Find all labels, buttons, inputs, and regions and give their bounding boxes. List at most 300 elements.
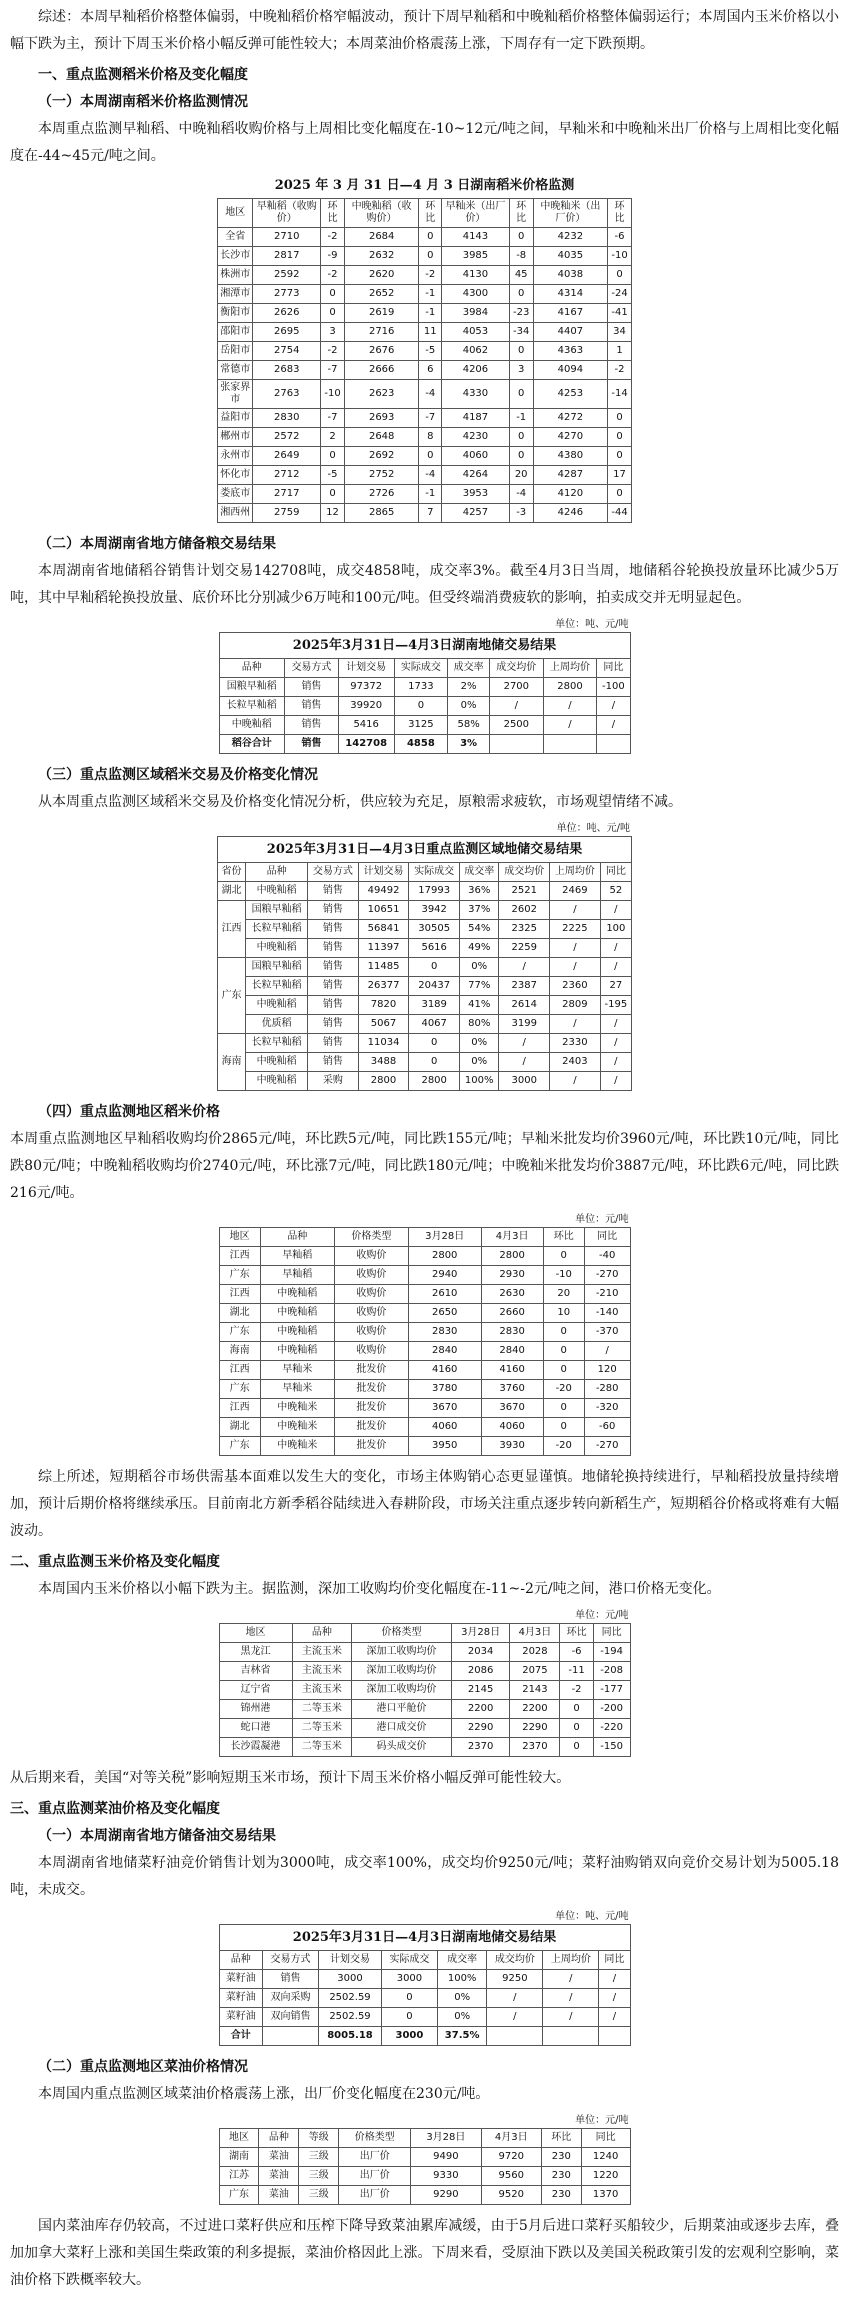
table-cell: 0: [560, 1719, 593, 1738]
table-row: [219, 1643, 630, 1662]
province-cell: 江西: [218, 901, 246, 958]
table-cell: 收购价: [334, 1247, 408, 1266]
table-cell: 1240: [581, 2148, 630, 2167]
table-cell: /: [543, 697, 597, 716]
table-cell: -270: [584, 1437, 630, 1456]
table-cell: 常德市: [218, 361, 253, 380]
table-cell: 4062: [442, 342, 510, 361]
column-header: 交易方式: [308, 863, 359, 882]
table-cell: 2752: [344, 466, 418, 485]
table-cell: 5616: [409, 939, 460, 958]
table-cell: 4060: [408, 1418, 481, 1437]
table-cell: 2666: [344, 361, 418, 380]
table-cell: [597, 735, 630, 754]
table-row: [218, 901, 632, 920]
table-cell: 采购: [308, 1072, 359, 1091]
table-row: [218, 977, 632, 996]
table-cell: 2630: [481, 1285, 543, 1304]
table-cell: 4380: [533, 447, 607, 466]
table-cell: 2360: [550, 977, 601, 996]
table-cell: 中晚籼稻: [246, 1053, 308, 1072]
section-1-2-title: （二）本周湖南省地方储备粮交易结果: [38, 536, 276, 552]
column-header: 品种: [292, 1624, 352, 1643]
column-header: 上周均价: [543, 659, 597, 678]
table-cell: 2075: [510, 1662, 560, 1681]
table-cell: 0: [419, 447, 442, 466]
table-cell: 收购价: [334, 1266, 408, 1285]
table-cell: 批发价: [334, 1380, 408, 1399]
table-cell: 销售: [308, 996, 359, 1015]
table-cell: 中晚籼稻: [246, 882, 308, 901]
table-cell: 衡阳市: [218, 304, 253, 323]
table-header-row: [219, 1951, 630, 1970]
column-header: 环比: [321, 199, 345, 228]
table-cell: 4363: [533, 342, 607, 361]
table-cell: 0: [608, 409, 632, 428]
column-header: 交易方式: [263, 1951, 319, 1970]
table-cell: 销售: [308, 977, 359, 996]
table-cell: 9720: [481, 2148, 541, 2167]
table-cell: 0: [543, 1418, 584, 1437]
table-cell: 2623: [344, 380, 418, 409]
table-cell: 9330: [411, 2167, 481, 2186]
table-row: [218, 304, 632, 323]
table-cell: 20: [509, 466, 533, 485]
table-header-row: [218, 863, 632, 882]
table-row: [218, 939, 632, 958]
column-header: 4月3日: [481, 2129, 541, 2148]
table-cell: 2865: [344, 504, 418, 523]
section-3-2-title: （二）重点监测地区菜油价格情况: [38, 2059, 248, 2075]
table-row: [219, 1247, 630, 1266]
table-cell: /: [600, 958, 631, 977]
table-cell: 11485: [358, 958, 409, 977]
table-row: [218, 285, 632, 304]
table-row: [219, 2167, 630, 2186]
table-cell: 58%: [448, 716, 490, 735]
table-cell: 2717: [253, 485, 321, 504]
table-cell: 39920: [338, 697, 394, 716]
table-cell: 3000: [319, 1970, 382, 1989]
table-cell: -41: [608, 304, 632, 323]
table-cell: 益阳市: [218, 409, 253, 428]
table-cell: 批发价: [334, 1418, 408, 1437]
table-cell: 出厂价: [339, 2186, 411, 2205]
column-header: 中晚籼米（出厂价）: [533, 199, 607, 228]
table-row: [219, 1266, 630, 1285]
table-cell: 4120: [533, 485, 607, 504]
table-cell: /: [599, 1970, 630, 1989]
hunan-reserve-grain-table-wrap: [219, 618, 631, 754]
table-row: [219, 1304, 630, 1323]
table-cell: 34: [608, 323, 632, 342]
column-header: 环比: [608, 199, 632, 228]
table-cell: 广东: [219, 1323, 260, 1342]
column-header: 计划交易: [358, 863, 409, 882]
table-cell: -140: [584, 1304, 630, 1323]
table-cell: 湘潭市: [218, 285, 253, 304]
table-cell: 0: [608, 266, 632, 285]
table-cell: -195: [600, 996, 631, 1015]
table-row: [218, 996, 632, 1015]
table-cell: /: [499, 1034, 550, 1053]
table-cell: 1220: [581, 2167, 630, 2186]
table-cell: 菜油: [259, 2167, 299, 2186]
table-cell: /: [600, 1015, 631, 1034]
table-cell: 中晚籼稻: [260, 1342, 334, 1361]
column-header: 实际成交: [394, 659, 448, 678]
table-cell: [543, 735, 597, 754]
table-cell: 2800: [408, 1247, 481, 1266]
table-cell: 0: [321, 447, 345, 466]
table-cell: 230: [541, 2186, 581, 2205]
table-cell: 娄底市: [218, 485, 253, 504]
table-cell: 3199: [499, 1015, 550, 1034]
table-cell: 2649: [253, 447, 321, 466]
column-header: 品种: [260, 1228, 334, 1247]
column-header: 成交率: [460, 863, 499, 882]
table-unit-label: 单位：吨、元/吨: [555, 1911, 629, 1922]
table-cell: 二等玉米: [292, 1738, 352, 1757]
table-cell: 17993: [409, 882, 460, 901]
table-cell: 4230: [442, 428, 510, 447]
table-cell: /: [550, 958, 601, 977]
section-1-3-paragraph: 从本周重点监测区域稻米交易及价格变化情况分析，供应较为充足，原粮需求疲软，市场观望情绪不减。: [38, 794, 682, 810]
table-cell: 出厂价: [339, 2167, 411, 2186]
table-cell: -1: [419, 304, 442, 323]
table-cell: 4035: [533, 247, 607, 266]
table-cell: 4060: [481, 1418, 543, 1437]
table-cell: 全省: [218, 228, 253, 247]
table-cell: 9290: [411, 2186, 481, 2205]
oil-reserve-table: [219, 1924, 631, 2046]
table-cell: 销售: [308, 1034, 359, 1053]
section-3-2-paragraph: 本周国内重点监测区域菜油价格震荡上涨，出厂价变化幅度在230元/吨。: [38, 2086, 490, 2102]
table-unit-label: 单位：吨、元/吨: [555, 619, 629, 630]
table-row: [218, 1072, 632, 1091]
table-cell: [263, 2027, 319, 2046]
table-cell: 邵阳市: [218, 323, 253, 342]
table-cell: 2330: [550, 1034, 601, 1053]
table-cell: 湘西州: [218, 504, 253, 523]
table-row: [218, 504, 632, 523]
table-cell: 4060: [442, 447, 510, 466]
table-cell: 2403: [550, 1053, 601, 1072]
table-cell: 0: [509, 428, 533, 447]
table-cell: 9490: [411, 2148, 481, 2167]
table-cell: 2660: [481, 1304, 543, 1323]
table-cell: 45: [509, 266, 533, 285]
table-cell: 2652: [344, 285, 418, 304]
table-cell: 0: [509, 285, 533, 304]
table-row: [219, 1437, 630, 1456]
table-cell: 中晚籼稻: [260, 1285, 334, 1304]
table-cell: 长粒早籼稻: [219, 697, 285, 716]
table-row: [218, 1053, 632, 1072]
table-cell: /: [550, 939, 601, 958]
table-cell: 0: [608, 485, 632, 504]
table-cell: 2650: [408, 1304, 481, 1323]
table-cell: 4858: [394, 735, 448, 754]
table-cell: 销售: [308, 1053, 359, 1072]
table-cell: 0: [560, 1738, 593, 1757]
table-cell: 4264: [442, 466, 510, 485]
table-cell: 3488: [358, 1053, 409, 1072]
table-cell: 2619: [344, 304, 418, 323]
table-cell: 3%: [448, 735, 490, 754]
table-row: [219, 2008, 630, 2027]
table-cell: 4246: [533, 504, 607, 523]
table-cell: -20: [543, 1437, 584, 1456]
table-cell: -2: [321, 228, 345, 247]
table-cell: 销售: [308, 958, 359, 977]
table-cell: 3985: [442, 247, 510, 266]
column-header: 计划交易: [338, 659, 394, 678]
table-row: [218, 1015, 632, 1034]
table-cell: 2259: [499, 939, 550, 958]
province-cell: 海南: [218, 1034, 246, 1091]
table-cell: 2830: [408, 1323, 481, 1342]
column-header: 地区: [219, 1228, 260, 1247]
table-cell: -4: [419, 380, 442, 409]
table-cell: -5: [321, 466, 345, 485]
table-cell: -10: [321, 380, 345, 409]
table-cell: 2710: [253, 228, 321, 247]
table-cell: -34: [509, 323, 533, 342]
table-cell: /: [499, 1053, 550, 1072]
table-cell: 双向销售: [263, 2008, 319, 2027]
table-cell: 30505: [409, 920, 460, 939]
table-cell: /: [597, 697, 630, 716]
table-cell: /: [597, 716, 630, 735]
table-row: [218, 485, 632, 504]
table-cell: 广东: [219, 1380, 260, 1399]
table-cell: 2225: [550, 920, 601, 939]
table-cell: -24: [608, 285, 632, 304]
table-cell: 2502.59: [319, 2008, 382, 2027]
table-cell: 77%: [460, 977, 499, 996]
table-cell: 2693: [344, 409, 418, 428]
column-header: 等级: [299, 2129, 339, 2148]
table-row: [219, 697, 630, 716]
column-header: 早籼米（出厂价）: [442, 199, 510, 228]
table-cell: 深加工收购均价: [352, 1681, 452, 1700]
column-header: 实际成交: [381, 1951, 437, 1970]
table-cell: 10651: [358, 901, 409, 920]
table-cell: 2145: [451, 1681, 510, 1700]
table-cell: 菜油: [259, 2186, 299, 2205]
table-cell: 4253: [533, 380, 607, 409]
table-cell: 2370: [451, 1738, 510, 1757]
table-cell: 4330: [442, 380, 510, 409]
table-cell: 0: [321, 304, 345, 323]
table-cell: 深加工收购均价: [352, 1662, 452, 1681]
table-cell: 张家界市: [218, 380, 253, 409]
table-cell: -14: [608, 380, 632, 409]
table-cell: 7: [419, 504, 442, 523]
column-header: 同比: [584, 1228, 630, 1247]
column-header: 成交均价: [499, 863, 550, 882]
table-cell: 3000: [499, 1072, 550, 1091]
table-cell: -1: [419, 485, 442, 504]
table-cell: -2: [321, 266, 345, 285]
column-header: 品种: [246, 863, 308, 882]
table-cell: 2800: [409, 1072, 460, 1091]
table-cell: 5416: [338, 716, 394, 735]
table-cell: 辽宁省: [219, 1681, 292, 1700]
table-unit-label: 单位：元/吨: [575, 1214, 629, 1225]
table-cell: 2712: [253, 466, 321, 485]
table-cell: 吉林省: [219, 1662, 292, 1681]
column-header: 品种: [219, 1951, 263, 1970]
table-cell: /: [487, 1989, 543, 2008]
section-1-4-conclusion: 综上所述，短期稻谷市场供需基本面难以发生大的变化，市场主体购销心态更显谨慎。地储轮换持续进行，早籼稻投放量持续增加，预计后期价格将继续承压。目前南北方新季稻谷陆续进入春耕阶段，市场关注重点逐步转向新稻生产，短期稻谷价格或将难有大幅波动。: [10, 1469, 839, 1539]
table-cell: /: [600, 1053, 631, 1072]
table-cell: 批发价: [334, 1437, 408, 1456]
table-cell: 黑龙江: [219, 1643, 292, 1662]
table-cell: 江苏: [219, 2167, 259, 2186]
table-cell: 2143: [510, 1681, 560, 1700]
table-cell: 2086: [451, 1662, 510, 1681]
table-cell: -2: [560, 1681, 593, 1700]
table-cell: 4287: [533, 466, 607, 485]
table-cell: 11397: [358, 939, 409, 958]
table-cell: 11034: [358, 1034, 409, 1053]
table-row: [218, 466, 632, 485]
table-cell: -10: [608, 247, 632, 266]
section-2-paragraph: 本周国内玉米价格以小幅下跌为主。据监测，深加工收购均价变化幅度在-11~-2元/吨之间，港口价格无变化。: [38, 1581, 721, 1597]
table-cell: 2648: [344, 428, 418, 447]
table-cell: 2759: [253, 504, 321, 523]
column-header: 4月3日: [510, 1624, 560, 1643]
table-row: [219, 2027, 630, 2046]
table-cell: 销售: [308, 1015, 359, 1034]
column-header: 交易方式: [285, 659, 339, 678]
table-cell: 2830: [481, 1323, 543, 1342]
table-cell: 江西: [219, 1361, 260, 1380]
table-cell: 10: [543, 1304, 584, 1323]
table-cell: 2763: [253, 380, 321, 409]
table-cell: 2626: [253, 304, 321, 323]
table-cell: 国粮早籼稻: [246, 958, 308, 977]
column-header: 地区: [218, 199, 253, 228]
table-cell: 4232: [533, 228, 607, 247]
table-cell: 江西: [219, 1285, 260, 1304]
table-cell: 2610: [408, 1285, 481, 1304]
table-cell: 长粒早籼稻: [246, 977, 308, 996]
table-row: [218, 409, 632, 428]
table-cell: 中晚籼稻: [246, 1072, 308, 1091]
table-row: [218, 428, 632, 447]
table-cell: 长沙市: [218, 247, 253, 266]
table-row: [218, 380, 632, 409]
table-cell: 2592: [253, 266, 321, 285]
table-cell: 码头成交价: [352, 1738, 452, 1757]
table-cell: -4: [509, 485, 533, 504]
table-cell: /: [584, 1342, 630, 1361]
table-cell: 三级: [299, 2167, 339, 2186]
table-cell: -60: [584, 1418, 630, 1437]
table-cell: /: [600, 1034, 631, 1053]
column-header: 同比: [600, 863, 631, 882]
table-cell: 2602: [499, 901, 550, 920]
table-cell: -320: [584, 1399, 630, 1418]
table-cell: 4053: [442, 323, 510, 342]
table-cell: 37.5%: [437, 2027, 486, 2046]
hunan-reserve-grain-table-title: 2025年3月31日—4月3日湖南地储交易结果: [219, 633, 630, 659]
table-cell: 9560: [481, 2167, 541, 2186]
table-row: [219, 1681, 630, 1700]
table-cell: 菜籽油: [219, 2008, 263, 2027]
column-header: 中晚籼稻（收购价）: [344, 199, 418, 228]
table-cell: /: [600, 901, 631, 920]
table-cell: 26377: [358, 977, 409, 996]
table-cell: 2683: [253, 361, 321, 380]
table-cell: 三级: [299, 2186, 339, 2205]
table-cell: 54%: [460, 920, 499, 939]
column-header: 同比: [599, 1951, 630, 1970]
table-cell: 3942: [409, 901, 460, 920]
table-cell: 0: [409, 1034, 460, 1053]
table-cell: 中晚籼米: [260, 1399, 334, 1418]
table-row: [218, 266, 632, 285]
rice-price-table: [217, 198, 632, 523]
table-cell: 97372: [338, 678, 394, 697]
table-cell: 2290: [510, 1719, 560, 1738]
table-cell: 17: [608, 466, 632, 485]
table-cell: 港口平舱价: [352, 1700, 452, 1719]
table-cell: 2840: [408, 1342, 481, 1361]
table-cell: 0%: [460, 1034, 499, 1053]
table-cell: -1: [419, 285, 442, 304]
table-cell: 2632: [344, 247, 418, 266]
table-cell: -44: [608, 504, 632, 523]
table-cell: -4: [419, 466, 442, 485]
table-cell: 江西: [219, 1247, 260, 1266]
table-cell: 2809: [550, 996, 601, 1015]
table-row: [219, 1989, 630, 2008]
table-cell: 0: [509, 342, 533, 361]
table-cell: 3953: [442, 485, 510, 504]
table-cell: -3: [509, 504, 533, 523]
table-cell: 4130: [442, 266, 510, 285]
table-row: [219, 735, 630, 754]
table-cell: 11: [419, 323, 442, 342]
table-cell: 12: [321, 504, 345, 523]
table-row: [219, 1323, 630, 1342]
table-cell: 2726: [344, 485, 418, 504]
rice-region-price-table: [219, 1227, 631, 1456]
section-1-4-paragraph: 本周重点监测地区早籼稻收购均价2865元/吨，环比跌5元/吨，同比跌155元/吨；早籼米批发均价3960元/吨，环比跌10元/吨，同比跌80元/吨；中晚籼稻收购均价2740元/吨，环比涨7元/吨，同比跌180元/吨；中晚籼米批发均价3887元/吨，环比跌6元/吨，同比跌216元/吨。: [10, 1131, 839, 1201]
table-cell: 合计: [219, 2027, 263, 2046]
table-cell: 49%: [460, 939, 499, 958]
table-cell: 2325: [499, 920, 550, 939]
table-cell: -200: [593, 1700, 630, 1719]
table-cell: 3: [509, 361, 533, 380]
province-cell: 广东: [218, 958, 246, 1034]
column-header: 上周均价: [550, 863, 601, 882]
table-cell: -270: [584, 1266, 630, 1285]
column-header: 价格类型: [339, 2129, 411, 2148]
table-cell: 二等玉米: [292, 1719, 352, 1738]
table-cell: 0: [409, 958, 460, 977]
table-cell: 销售: [285, 716, 339, 735]
table-cell: 早籼米: [260, 1361, 334, 1380]
table-cell: 2700: [489, 678, 543, 697]
table-cell: 三级: [299, 2148, 339, 2167]
table-cell: 4160: [481, 1361, 543, 1380]
rice-price-table-title: 2025 年 3 月 31 日—4 月 3 日湖南稻米价格监测: [274, 178, 575, 193]
